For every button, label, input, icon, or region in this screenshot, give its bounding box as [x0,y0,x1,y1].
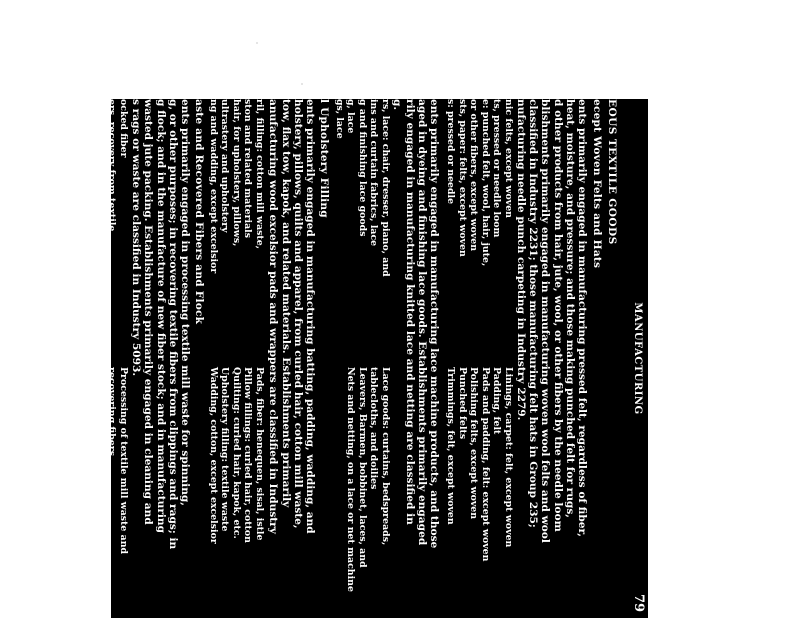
index-entry: ocked fiber [118,99,129,158]
text-line: tow, flax tow, kapok, and related materials. Establishments primarily [279,99,292,508]
text-line: blishments primarily engaged in manufacturing woven wool felts and wool [539,99,552,543]
waste-column-right [71,367,129,575]
text-line: heat, moisture, and pressure; and those making punched felt for rugs, [563,99,576,518]
index-entry: sts, paper: felts, except woven [456,99,468,257]
index-entry: recovering fibers [106,367,118,456]
text-line: classified in Industry 2231; those manufacturing felt hats in Group 235; [527,99,540,528]
index-entry: or other fibers, except woven [468,99,480,252]
waste-heading: aste and Recovered Fibers and Flock [193,99,205,325]
text-line: s rags or waste are classified in Industry 5093. [130,99,143,377]
index-entry: (recovered textile fibers) [83,99,95,229]
lace-column-left [333,99,391,277]
padding-column-left [207,99,265,273]
text-line: holstery, pillows, quilts and apparel, from curled hair, cotton mill waste, [291,99,304,529]
index-entry: Punched felts [456,367,468,440]
text-line: g. [391,99,404,111]
index-entry: tablecloths, and doilies [368,367,380,490]
padding-column-right [207,367,265,544]
index-entry: Leavers, Barmen, bobbinet, laces, and [356,367,368,568]
index-entry: Wool waste processing [71,367,83,486]
index-entry: n processing of textile waste and rags [71,99,83,298]
felts-paragraph [515,99,588,618]
text-line: ents primarily engaged in processing textile mill waste for spinning, [179,99,191,506]
index-entry: ultrastery and upholstery [219,99,231,233]
text-line: g, or other purposes; in recovering textile fibers from clippings and rags; in [166,99,179,550]
index-entry: Pillow fillings: curled hair, cotton [242,367,254,543]
text-line: ents primarily engaged in manufacturing pressed felt, regardless of fiber, [576,99,588,537]
text-line: rily engaged in manufacturing knitted lace and netting are classified in [403,99,416,525]
index-entry: and rags [83,367,95,413]
felts-heading: ecept Woven Felts and Hats [591,99,603,269]
scanned-page [60,99,648,618]
lace-paragraph [391,99,440,618]
index-entry: Polishing felts, except woven [468,367,480,520]
index-entry: Wadding, cotton, except excelsior [207,367,219,544]
index-entry: gs, lace [333,99,345,139]
index-entry: hair, for upholstery, pillows, [230,99,242,247]
rotated-page-content [60,99,648,618]
index-entry: g, lace [345,99,357,134]
dust-speck [256,42,258,44]
index-entry: Trimmings, felt, except woven [445,367,457,525]
text-line: nufacturing needle punch carpeting in Industry 2279. [514,99,527,421]
text-line: d other products from hair, jute, wool, or other fibers by the needle loom [551,99,564,532]
index-entry: [processing mill waste] [94,99,106,222]
index-entry: Padding, felt [491,367,503,435]
padding-paragraph [267,99,316,618]
index-entry: g and finishing lace goods [356,99,368,237]
waste-column-left [59,99,129,298]
felts-column-right [444,367,514,561]
index-entry: Pads, fiber: henequen, sisal, istle [254,367,265,541]
index-entry: nic felts, except woven [503,99,514,218]
dust-speck [301,83,303,85]
text-line: wasted jute packing. Establishments primarily engaged in cleaning and [142,99,155,525]
text-line: ents primarily engaged in manufacturing batting, padding, wadding, and [304,99,316,534]
index-entry: ins and curtain fabrics, lace [368,99,380,247]
padding-heading: l Upholstery Filling [318,99,330,218]
index-entry: ston and related materials [242,99,254,239]
text-line: g flock; and in the manufacture of new fiber stock; and in manufacturing [154,99,167,534]
index-entry: Quilting: curled hair, kapok, etc. [230,367,242,539]
index-entry: ng and wadding, except excelsior [207,99,219,274]
index-entry: rs, lace: chair, dresser, piano, and [380,99,391,277]
index-entry: kg: twisted jute [60,99,72,181]
lace-column-right [345,367,391,592]
index-entry: ts, pressed or needle loom [491,99,503,238]
text-line: aged in dyeing and finishing lace goods. Establishments primarily engaged [415,99,428,546]
text-line: anufacturing wood excelsior pads and wrappers are classified in Industry [267,99,280,534]
page-number: 79 [631,594,646,613]
felts-column-left [444,99,514,266]
index-entry: ers, recovery from textile [106,99,118,232]
index-entry: Lace goods: curtains, bedspreads, [380,367,391,546]
running-head: MANUFACTURING [632,302,643,415]
index-entry: Upholstery filling: textile waste [219,367,231,532]
index-entry: Processing of textile mill waste and [118,367,129,555]
index-entry: Recovering textile fibers from clippings [94,367,106,576]
index-entry: Pads and padding, felt: except woven [479,367,491,562]
section-title: EOUS TEXTILE GOODS [606,99,618,245]
index-entry: Nets and netting, on a lace or net machine [345,367,357,592]
index-entry: Linings, carpet: felt, except woven [503,367,514,548]
index-entry: ril, filling: cotton mill waste, [254,99,265,249]
index-entry: s: pressed or needle [445,99,457,205]
waste-paragraph [130,99,191,618]
index-entry: e: punched felt, wool, hair, jute, [479,99,491,267]
text-line: ents primarily engaged in manufacturing lace machine products, and those [428,99,440,549]
